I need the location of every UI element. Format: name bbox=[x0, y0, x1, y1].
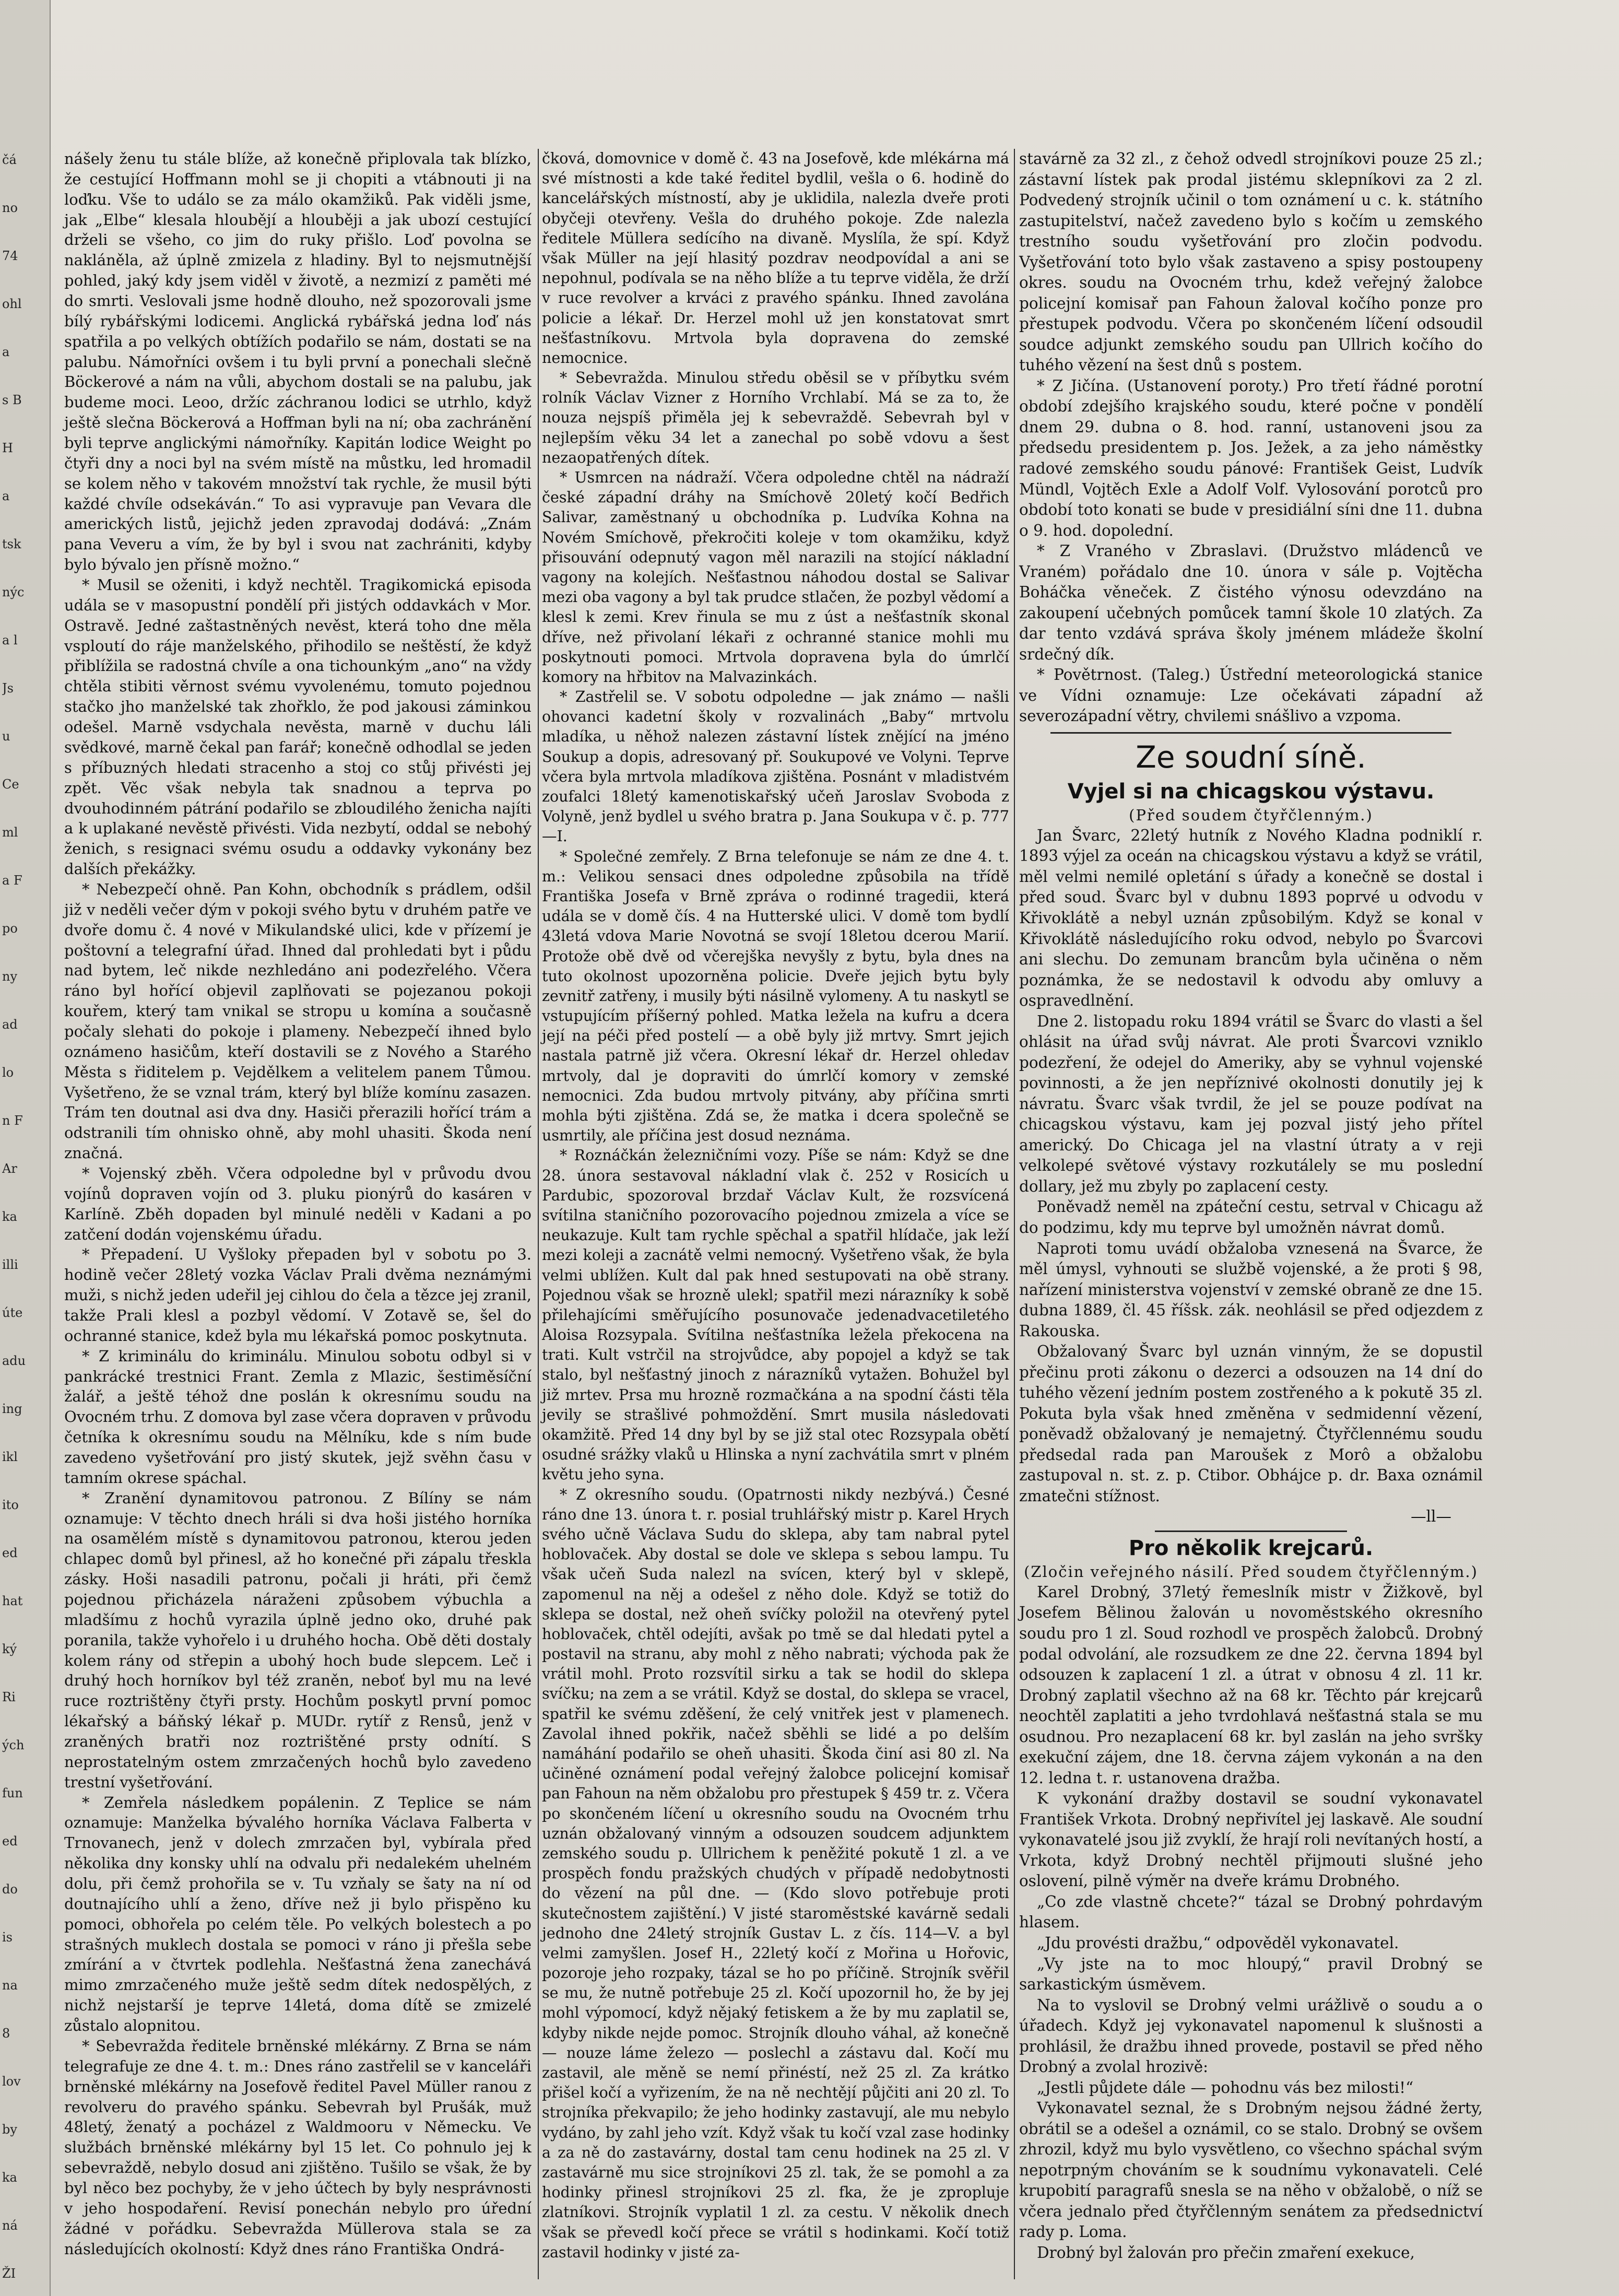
edge-fragment: adu bbox=[2, 1353, 26, 1368]
article-text: stavárně za 32 zl., z čehož odvedl strojníkovi pouze 25 zl.; zástavní lístek pak prodal jistému sklepníkovi za 2 zl. Podvedený strojník učinil o tom oznámení u c. k. státního zastupitelství, načež zavedeno bylo s kočím u zemského trestního soudu vyšetřování pro zločin podvodu. Vyšetřování toto bylo však zastaveno a spisy postoupeny okres. soudu na Ovocném trhu, kdež veřejný žalobce policejní komisař pan Fahoun žaloval kočího ponze pro přestupek podvodu. Včera po skončeném líčení odsoudil soudce adjunkt zemského soudu pan Ullrich kočího do tuhého vězení na šest dnů s postem. bbox=[1019, 150, 1483, 374]
article-prepadeni: * Přepadení. U Vyšloky přepaden byl v sobotu po 3. hodině večer 28letý vozka Václav Prali dvěma neznámými muži, s nichž jeden udeřil jej cihlou do čela a tězce jej zranil, takže Prali klesl a pozbyl vědomí. V Zotavě se, šel do ochranné stanice, kdež byla mu lékařská pomoc poskytnuta. bbox=[64, 1245, 531, 1345]
edge-fragment: H bbox=[2, 441, 13, 455]
article-subtitle: (Před soudem čtyřčlenným.) bbox=[1129, 806, 1373, 824]
edge-fragment: ná bbox=[2, 2218, 18, 2233]
court-paragraph: „Jdu provésti dražbu,“ odpověděl vykonavatel. bbox=[1037, 1934, 1399, 1952]
edge-fragment: ing bbox=[2, 1402, 22, 1416]
article-nebezpeci-ohne: * Nebezpečí ohně. Pan Kohn, obchodník s prádlem, odšil již v neděli večer dým v pokoji svého bytu v druhém patře ve dvoře domu č. 4 nové v Mikulandské ulici, kde v přízemí je poštovní a telegrafní úřad. Ihned dal prohledati byt i půdu nad bytem, leč nikde nezhledáno ani podezřelého. Včera ráno byl hořící objevil zaplňovati se pojezanou pokoji kouřem, který tam vnikal se stropu u komína a současně počaly slehati do pokoje i plameny. Nebezpečí ihned bylo oznámeno hasičům, kteří dostavili se z Nového a Starého Města s řiditelem p. Vejdělkem a velitelem panem Tůmou. Vyšetřeno, že se vznal trám, který byl blíže komínu zasazen. Trám ten doutnal asi dva dny. Hasiči přerazili hořící trám a odstranili tím ohnisko ohně, aby mohl uhasiti. Škoda není značná. bbox=[64, 880, 531, 1162]
court-paragraph: Drobný byl žalován pro přečin zmaření exekuce, bbox=[1037, 2243, 1415, 2262]
edge-fragment: ito bbox=[2, 1498, 19, 1512]
article-text: čková, domovnice v domě č. 43 na Josefově, kde mlékárna má své místnosti a kde také ředitel bydlil, vešla o 6. hodině do kancelářských místností, aby je uklidila, nalezla dveře proti obyčeji otevřeny. Vešla do druhého pokoje. Zde nalezla ředitele Müllera sedícího na divaně. Myslíla, že spí. Když však Müller na její hlasitý pozdrav neodpovídal a ani se nepohnul, podívala se na něho blíže a tu teprve viděla, že drží v ruce revolver a krváci z pravého spánku. Ihned zavolána policie a lékař. Dr. Herzel mohl už jen konstatovat smrt nešťastníkovu. Mrtvola byla dopravena do zemské nemocnice. bbox=[542, 150, 1009, 367]
article-z-vraneho: * Z Vraného v Zbraslavi. (Družstvo mládenců ve Vraném) pořádalo dne 10. února v sále p. Vojtěcha Boháčka věneček. Z čistého výnosu odevzdáno na zakoupení učebných pomůcek tamní škole 10 zlatých. Za dar tento vzdává správa školy jménem mládeže školní srdečný dík. bbox=[1019, 542, 1483, 663]
edge-fragment: ml bbox=[2, 825, 18, 840]
edge-fragment: is bbox=[2, 1930, 13, 1945]
court-paragraph: „Jestli půjdete dále — pohodnu vás bez milosti!“ bbox=[1037, 2078, 1414, 2097]
edge-fragment: nýc bbox=[2, 585, 25, 599]
edge-fragment: ed bbox=[2, 1546, 18, 1560]
edge-fragment: Ar bbox=[2, 1161, 17, 1176]
article-divider bbox=[1155, 1530, 1347, 1532]
edge-fragment: 74 bbox=[2, 249, 18, 263]
article-roznackan-zeleznicnimi-vozy: * Roznáčkán železničními vozy. Píše se nám: Když se dne 28. února sestavoval nákladní vlak č. 252 v Rosicích u Pardubic, spozoroval brzdař Václav Kult, že rozsvícená svítilna staničního pozorovacího pojednou zmizela a více se neukazuje. Kult tam rychle spěchal a spatřil hlídače, jak leží mezi koleji a zacnátě velmi nemocný. Vyšetřeno však, že byla velmi ublížen. Kult dal pak hned sestupovati na obě strany. Pojednou však se hrozně ulekl; spatřil mezi nárazníky k sobě přilehajícími směřujícího posunovače jedenadvacetiletého Aloisa Rozsypala. Svítilna nešťastníka ležela překocena na trati. Kult vstrčil na strojvůdce, aby popojel a když se tak stalo, byl nešťastný jinoch z nárazníků vytažen. Bohužel byl již mrtev. Prsa mu hrozně rozmačkána a na spodní části těla jevily se strašlivé pohmoždění. Smrt musila následovati okamžitě. Před 14 dny byl by se již stal otec Rozsypala obětí osudné srážky vlaků u Hlinska a nyní zachvátila smrt v plném květu jeho syna. bbox=[542, 1147, 1009, 1483]
court-paragraph: Obžalovaný Švarc byl uznán vinným, že se dopustil přečinu proti zákonu o dezerci a odsouzen na 14 dní do tuhého vězení jedním postem zostřeného a k pokutě 35 zl. Pokuta byla však hned změněna v sedmidenní vězení, poněvadž obžalovaný je nemajetný. Čtyřčlennému soudu předsedal rada pan Maroušek z Morô a obžalobu zastupoval n. st. z. p. Ctibor. Obhájce p. dr. Baxa oznámil zmatečni stížnost. bbox=[1019, 1343, 1483, 1505]
edge-fragment: ka bbox=[2, 2170, 17, 2185]
edge-fragment: ad bbox=[2, 1017, 18, 1032]
edge-fragment: u bbox=[2, 729, 10, 744]
article-musil-se-oženiti: * Musil se oženiti, i když nechtěl. Tragikomická episoda udála se v masopustní pondělí při jistých oddavkách v Mor. Ostravě. Jedné zaštastněných nevěst, která toho dne měla vsploutí do ráje manželského, přihodilo se neštěstí, že když přiblížila se radostná chvíle a ona tichounkým „ano“ na vždy chtěla stibiti věrnost svému vyvolenému, tomuto pojednou stačko jho manželské tak zhořklo, že pod jakousi záminkou odešel. Marně vsdychala nevěsta, marně v duchu láli svědkové, marně čekal pan farář; konečně odhodlal se jeden s příbuzných hledati stracenho a stoj co stůj přivésti jej zpět. Věc však nebyla tak snadnou a teprva po dvouhodinném pátrání podařilo se zbloudilého ženicha najíti a k uplakané nevěstě přivésti. Vida nezbytí, oddal se nebohý ženich, s resignaci svému osudu a oddavky vykonány bez dalších překážky. bbox=[64, 576, 531, 878]
article-zastrelil-se: * Zastřelil se. V sobotu odpoledne — jak známo — našli ohovanci kadetní školy v rozvalinách „Baby“ mrtvolu mladíka, u něhož nalezen zástavní lístek znějící na jméno Soukup a dopis, adresovaný př. Soukupové ve Volyni. Teprve včera byla mrtvola mladíkova zjištěna. Posnánt v mladistvém zoufalci 18letý kamenotiskařský učeň Jaroslav Svoboda z Volyně, jenž bydlel u svého bratra p. Jana Soukupa v č. p. 777—I. bbox=[542, 688, 1009, 845]
edge-fragment: 8 bbox=[2, 2026, 10, 2041]
article-text: nášely ženu tu stále blíže, až konečně připlovala tak blízko, že cestující Hoffmann mohl se ji chopiti a vtábnouti ji na loďku. Vše to událo se za málo okamžiků. Pak viděli jsme, jak „Elbe“ klesala hloubějí a hlouběji a jak ubozí cestující drželi se všeho, co jim do ruky přišlo. Loď povolna se nakláněla, až úplně zmizela z hladiny. Byl to nejsmutnější pohled, jaký kdy jsem viděl v životě, a nezmizí z paměti mé do smrti. Veslovali jsme hodně dlouho, než spozorovali jsme bílý rybářskými lodicemi. Anglická rybářská jedna loď nás spatřila a po velkých obtížích podařilo se nám, dostati se na palubu. Námořníci ovšem i tu byli první a ponechali slečně Böckerové a nám na vůli, abychom dostali se na palubu, jak budeme moci. Leoo, držíc záchranou lodici se utrhlo, když ještě slečna Böckerová a Hoffman byli na ní; oba zachránění byli teprve anglickými námořníky. Kapitán lodice Weight po čtyři dny a noci byl na svém místě na můstku, led hromadil se kolem něho v takovém množství tak rychle, že musil býti každé chvíle odsekáván.“ To asi vypravuje pan Vevara dle amerických listů, jejichž jeden zpravodaj dodává: „Znám pana Veveru a vím, že by byl i svou nat zachrániti, kdyby bylo bývalo jen přísně možno.“ bbox=[64, 150, 531, 574]
section-divider bbox=[1050, 732, 1451, 734]
court-paragraph: Poněvadž neměl na zpáteční cestu, setrval v Chicagu až do podzimu, kdy mu teprve byl umožněn návrat domů. bbox=[1019, 1198, 1483, 1237]
edge-fragment: Ri bbox=[2, 1690, 16, 1704]
article-sebevrazda-reditele: * Sebevražda ředitele brněnské mlékárny. Z Brna se nám telegrafuje ze dne 4. t. m.: Dnes ráno zastřelil se v kanceláři brněnské mlékárny na Josefově ředitel Pavel Müller ranou z revolveru do pravého spánku. Sebevrah byl Prušák, muž 48letý, ženatý a pocházel z Waldmooru v Německu. Ve službách brněnské mlékárny byl 15 let. Co pohnulo jej k sebevraždě, nebylo dosud ani zjištěno. Tušilo se však, že by byl něco bez pochyby, že v jeho účtech by byly nesprávnosti v jeho hospodaření. Revisí ponechán nebylo pro úřední žádné v pořádku. Sebevražda Müllerova stala se za následujících okolností: Když dnes ráno Františka Ondrá- bbox=[64, 2036, 531, 2258]
edge-fragment: illi bbox=[2, 1257, 18, 1272]
court-paragraph: Dne 2. listopadu roku 1894 vrátil se Švarc do vlasti a šel ohlásit na úřad svůj návrat. Ale proti Švarcovi vzniklo podezření, že odejel do Ameriky, aby se vyhnul vojenské povinnosti, a že jen nepříznivé okolnosti donutily jej k návratu. Švarc však tvrdil, že jel se pouze podívat na chicagskou výstavu, kam jej pozval jistý jeho přítel americký. Do Chicaga jel na vlastní útraty a v reji velkolepé světové výstavy rozkutálely se mu poslední dollary, jež mu zbyly po zaplacení cesty. bbox=[1019, 1012, 1483, 1195]
article-title: Vyjel si na chicagskou výstavu. bbox=[1067, 779, 1435, 804]
court-paragraph: Naproti tomu uvádí obžaloba vznesená na Švarce, že měl úmysl, vyhnouti se službě vojenské, a že proti § 98, nařízení ministerstva vojenství v zemské obraně ze dne 15. dubna 1889, čl. 45 říšsk. zák. neohlásil se před odjezdem z Rakouska. bbox=[1019, 1239, 1483, 1340]
edge-fragment: by bbox=[2, 2122, 17, 2137]
article-signature: —ll— bbox=[1411, 1508, 1451, 1526]
edge-fragment: s B bbox=[2, 393, 22, 407]
edge-fragment: a bbox=[2, 489, 10, 503]
edge-fragment: ých bbox=[2, 1738, 25, 1752]
column-rule bbox=[538, 149, 539, 2279]
edge-fragment: a F bbox=[2, 873, 22, 888]
edge-fragment: a l bbox=[2, 633, 18, 647]
edge-fragment: na bbox=[2, 1978, 18, 1993]
article-spolecne-zemrely: * Společné zemřely. Z Brna telefonuje se nám ze dne 4. t. m.: Velikou sensaci dnes odpoledne způsobila na třídě Františka Josefa v Brně zpráva o rodinné tragedii, která udála se v domě čís. 4 na Hutterské ulici. V domě tom bydlí 43letá vdova Marie Novotná se svojí 18letou dcerou Marií. Protože obě dvě od včerejška nevyšly z bytu, byla dnes na tuto okolnost upozorněna policie. Dveře jejich bytu byly zevnitř zatřeny, i musily býti násilně vylomeny. A tu naskytl se vstupujícím příšerný pohled. Matka ležela na kufru a dcera její na péči před postelí — a obě byly již mrtvy. Smrt jejich nastala patrně již včera. Okresní lékař dr. Herzel ohledav mrtvoly, dal je dopraviti do úmrlčí komory v zemské nemocnici. Zda budou mrtvoly pitvány, aby příčina smrti mohla býti zjištěna. Zdá se, že matka i dcera společně se usmrtily, ale příčina jest dosud neznáma. bbox=[542, 847, 1009, 1145]
article-vojensky-zbeh: * Vojenský zběh. Včera odpoledne byl v průvodu dvou vojínů dopraven vojín od 3. pluku pionýrů do kasáren v Karlíně. Zběh dopaden byl minulé neděli v Kadani a po zatčení dodán vojenskému úřadu. bbox=[64, 1164, 531, 1243]
column-1 bbox=[64, 149, 531, 2259]
article-povetrnost: * Povětrnost. (Taleg.) Ústřední meteorologická stanice ve Vídni oznamuje: Lze očekávati západní až severozápadní větry, chvilemi snášlivo a vzpoma. bbox=[1019, 666, 1483, 725]
column-2 bbox=[542, 149, 1009, 2263]
court-paragraph: „Vy jste na to moc hloupý,“ pravil Drobný se sarkastickým úsměvem. bbox=[1019, 1954, 1483, 1994]
article-usmrcen-na-nadrazi: * Usmrcen na nádraží. Včera odpoledne chtěl na nádraží české západní dráhy na Smíchově 20letý kočí Bedřich Salivar, zaměstnaný u obchodníka p. Ludvíka Kohna na Novém Smíchově, překročiti koleje v tom okamžiku, když přisouvání odepnutý vagon měl narazili na stojící nákladní vagony na kolejích. Nešťastnou náhodou dostal se Salivar mezi oba vagony a byl tak prudce stlačen, že pozbyl vědomí a klesl k zemi. Krev řinula se mu z úst a nešťastník skonal dříve, než přivolaní lékaři z ochranné stanice mohli mu poskytnouti pomoci. Mrtvola dopravena byla do úmrlčí komory na hřbitov na Malvazinkách. bbox=[542, 469, 1009, 686]
edge-fragment: fun bbox=[2, 1786, 23, 1800]
court-paragraph: Jan Švarc, 22letý hutník z Nového Kladna podniklí r. 1893 výjel za oceán na chicagskou výstavu a když se vrátil, měl velmi nemilé opletání s úřady a konečně se dostal i před soud. Švarc byl v dubnu 1893 poprvé u odvodu v Křivoklátě a nebyl uznán způsobilým. Když se konal v Křivoklátě následujícího roku odvod, nebylo po Švarcovi ani slechu. Do zemunam brancům byla učiněna o něm poznámka, že se nedostavil k odvodu aby omluvy a ospravedlnění. bbox=[1019, 826, 1483, 1010]
edge-fragment: n F bbox=[2, 1113, 23, 1128]
court-paragraph: Vykonavatel seznal, že s Drobným nejsou žádné žerty, obrátil se a odešel a oznámil, co se stalo. Drobný se ovšem zhrozil, když mu bylo vysvětleno, co všechno spáchal svým nepotrpným chováním se k soudnímu vykonavateli. Celé krupobití paragrafů snesla se na něho v obžalobě, o níž se včera jednalo před čtyřčlenným senátem za předsednictví rady p. Loma. bbox=[1019, 2099, 1483, 2241]
article-z-jicina: * Z Jičína. (Ustanovení poroty.) Pro třetí řádné porotní období zdejšího krajského soudu, které počne v pondělí dnem 29. dubna o 8. hod. ranní, ustanoveni jsou za předsedu presidentem p. Jos. Ježek, a za jeho náměstky radové zemského soudu pánové: František Geist, Ludvík Mündl, Vojtěch Exle a Adolf Volf. Vylosování porotců pro období toto konati se bude v presidiální síni dne 11. dubna o 9. hod. dopolední. bbox=[1019, 376, 1483, 539]
edge-fragment: ohl bbox=[2, 297, 22, 311]
edge-fragment: ikl bbox=[2, 1450, 18, 1464]
court-paragraph: Na to vyslovil se Drobný velmi urážlivě o soudu a o úřadech. Když jej vykonavatel napomenul k slušnosti a prohlásil, že dražbu ihned provede, postavil se před něho Drobný a zvolal hrozivě: bbox=[1019, 1996, 1483, 2076]
section-heading: Ze soudní síně. bbox=[1136, 739, 1366, 775]
article-z-okresniho-soudu: * Z okresního soudu. (Opatrnosti nikdy nezbývá.) Česné ráno dne 13. února t. r. posial truhlářský mistr p. Karel Hrych svého učně Václava Sudu do sklepa, aby tam nabral pytel hoblovaček. Aby dostal se dole ve sklepa s sebou lampu. Tu však učeň Suda nalezl na svícen, který byl v sklepě, zapomenul na něj a odešel z něho dole. Když se totiž do sklepa se dostal, než oheň svíčky položil na otevřený pytel hoblovaček, chtěl odejíti, avšak po tmě se dal hledati pytel a postavil na stranu, aby mohl z něho nabrati; východa pak že vrátil mohl. Proto rozsvítil sirku a tak se hodil do sklepa svíčku; na zem a se vrátil. Když se dostal, do sklepa se vracel, spatřil ke svému zděšení, že celý vnitřek jest v plamenech. Zavolal ihned pokřik, načež sběhli se lidé a po delším namáhání podařilo se oheň uhasiti. Škoda činí asi 80 zl. Na učiněné oznámení podal veřejný žalobce policejní komisař pan Fahoun na něm obžalobu pro přestupek § 459 tr. z. Včera po skončeném líčení u okresního soudu na Ovocném trhu uznán obžalovaný vinným a odsouzen soudcem adjunktem zemského soudu p. Ullrichem k peněžité pokutě 1 zl. a ve prospěch fondu pražských chudých v případě nedobytnosti do vězení na půl dne. — (Kdo slovo potřebuje proti skutečnostem zajištění.) V jisté staroměstské kavárně sedali jednoho dne 24letý strojník Gustav L. z čís. 114—V. a byl velmi zamyšlen. Josef H., 22letý kočí z Mořina u Hořovic, pozoroje jeho rozpaky, tázal se ho po příčině. Strojník svěřil se mu, že nutně potřebuje 25 zl. Kočí upozornil ho, že by jej mohl výpomocí, když nějaký fetiskem a že by mu zaplatil se, kdyby nikde nejde pomoc. Strojník dlouho váhal, až konečně — nouze láme železo — poslechl a zástavu dal. Kočí mu zastavil, ale měně se nemí přinéstí, než 25 zl. Za krátko přišel kočí a vyřizením, že na ně nechtějí půjčiti ani 20 zl. To strojníka překvapilo; že jeho hodinky zastavují, ale mu nebylo vydáno, by zahl jeho vzít. Když však tu kočí vzal zase hodinky a za ně do zastavárny, dostal tam cenu hodinek na 25 zl. V zastavárně mu sice strojníkovi 25 zl. tak, že se pomohl a za hodinky přinesl strojníkovi 25 zl. fka, že je zpropluje zlatníkovi. Strojník vyplatil 1 zl. za cestu. V několik dnech však se převedl kočí přece se vrátil s hodinkami. Kočí totiž zastavil hodinky v jisté za- bbox=[542, 1486, 1009, 2261]
court-paragraph: Karel Drobný, 37letý řemeslník mistr v Žižkově, byl Josefem Bělinou žalován u novoměstského okresního soudu pro 1 zl. Soud rozhodl ve prospěch žalobců. Drobný podal odvolání, ale rozsudkem ze dne 22. června 1894 byl odsouzen k zaplacení 1 zl. a útrat v obnosu 4 zl. 11 kr. Drobný zaplatil všechno až na 68 kr. Těchto pár krejcarů neochtěl zaplatiti a jeho tvrdohlavá nešťastná stala se mu osudnou. Pro nezaplacení 68 kr. byl zaslán na jeho svršky exekuční zájem, dne 18. června zájem vykonán a na den 12. ledna t. r. ustanovena dražba. bbox=[1019, 1583, 1483, 1787]
edge-fragment: úte bbox=[2, 1305, 23, 1320]
edge-fragment: Ce bbox=[2, 777, 19, 792]
column-3 bbox=[1019, 149, 1483, 2263]
edge-fragment: ed bbox=[2, 1834, 18, 1848]
edge-fragment: do bbox=[2, 1882, 18, 1897]
column-rule bbox=[1014, 149, 1015, 2279]
edge-fragment: po bbox=[2, 921, 18, 936]
edge-fragment: lov bbox=[2, 2074, 21, 2089]
article-zemrela-nasledkem-popalenin: * Zemřela následkem popálenin. Z Teplice se nám oznamuje: Manželka bývalého horníka Václava Falberta v Trnovanech, jenž v dolech zmrzačen byl, vybírala před několika dny konsky uhlí na odvalu při nedalekém uhelném dolu, při čemž prohořila se v. Tu vzňaly se šaty na ní od doutnajícího uhlí a ženo, dříve než ji bylo přispěno ku pomoci, obhořela po celém těle. Po velkých bolestech a po strašných muklech dostala se pomoci v ráno ji přešla sebe zmírání a v čtvrtek podlehla. Nešťastná žena zanechává mimo zmrzačeného muže ještě sedm dítek nedospělých, z nichž nejstarší je teprve 14letá, doma dítě se zmizelé zůstalo alopnitou. bbox=[64, 1793, 531, 2035]
article-zraneni-dynamitovou-patronou: * Zranění dynamitovou patronou. Z Bílíny se nám oznamuje: V těchto dnech hráli si dva hoši jistého horníka na osamělém místě s dynamitovou patronou, kterou jeden chlapec domů byl přinesl, až ho konečné při zápalu třeskla zásky. Hoši nasadili patronu, počali ji hráti, při čemž pojednou přicházela náraženi způsobem výbuchla a mladšímu z hochů vyrazila úplně jedno oko, druhé pak poranila, takže vyhořelo i u druhého hocha. Obě děti dostaly kolem rány od střepin a ubohý hoch bude slepcem. Leč i druhý hoch horníkov byl též zraněn, neboť byl mu na levé ruce roztrištěny čtyři prsty. Hochům poskytl první pomoc lékařský a báňský lékař p. MUDr. rytíř z Rensů, jenž v zraněných bratři noz roztrištěné prsty odnítí. S neprostatelným ostem zmrzačených hochů bylo zavedeno trestní vyšetřování. bbox=[64, 1489, 531, 1791]
edge-fragment: no bbox=[2, 201, 18, 215]
edge-fragment: tsk bbox=[2, 537, 21, 551]
adjacent-page-edge bbox=[0, 0, 51, 2296]
article-sebevrazda: * Sebevražda. Minulou středu oběsil se v příbytku svém rolník Václav Vizner z Horního Vrchlabí. Má se za to, že nouza nejspíš přiměla jej k sebevraždě. Sebevrah byl v nejlepším věku 34 let a zanechal po sobě vdovu a šest nezaopatřených dítek. bbox=[542, 369, 1009, 466]
edge-fragment: čá bbox=[2, 152, 17, 167]
edge-fragment: ŽI bbox=[2, 2266, 16, 2281]
article-z-kriminalu: * Z kriminálu do kriminálu. Minulou sobotu odbyl si v pankrácké trestnici Frant. Zemla z Mlazic, šestiměsíční žalář, a ještě téhož dne poslán k okresnímu soudu na Ovocném trhu. Z domova byl zase včera dopraven v průvodu četníka k okresnímu soudu na Mělníku, kde s ním bude zavedeno vyšetřování pro jistý skutek, jejž svěhn času v tamním okrese spáchal. bbox=[64, 1347, 531, 1487]
edge-fragment: hat bbox=[2, 1594, 23, 1608]
edge-fragment: ka bbox=[2, 1209, 17, 1224]
edge-fragment: ký bbox=[2, 1642, 17, 1656]
edge-fragment: lo bbox=[2, 1065, 14, 1080]
article-title: Pro několik krejcarů. bbox=[1128, 1536, 1374, 1560]
article-subtitle: (Zločin veřejného násilí. Před soudem čtyřčlenným.) bbox=[1024, 1562, 1478, 1581]
court-paragraph: „Co zde vlastně chcete?“ tázal se Drobný pohrdavým hlasem. bbox=[1019, 1892, 1483, 1932]
court-paragraph: K vykonání dražby dostavil se soudní vykonavatel František Vrkota. Drobný nepřivítel jej laskavě. Ale soudní vykonavatelé jsou již zvyklí, že hrají roli nevítaných hostí, a Vrkota, když Drobný nechtěl přijmouti slušné jeho oslovení, pilně výměr na dveře krámu Drobného. bbox=[1019, 1789, 1483, 1890]
edge-fragment: a bbox=[2, 345, 10, 359]
edge-fragment: ny bbox=[2, 969, 18, 984]
edge-fragment: Js bbox=[2, 681, 14, 696]
